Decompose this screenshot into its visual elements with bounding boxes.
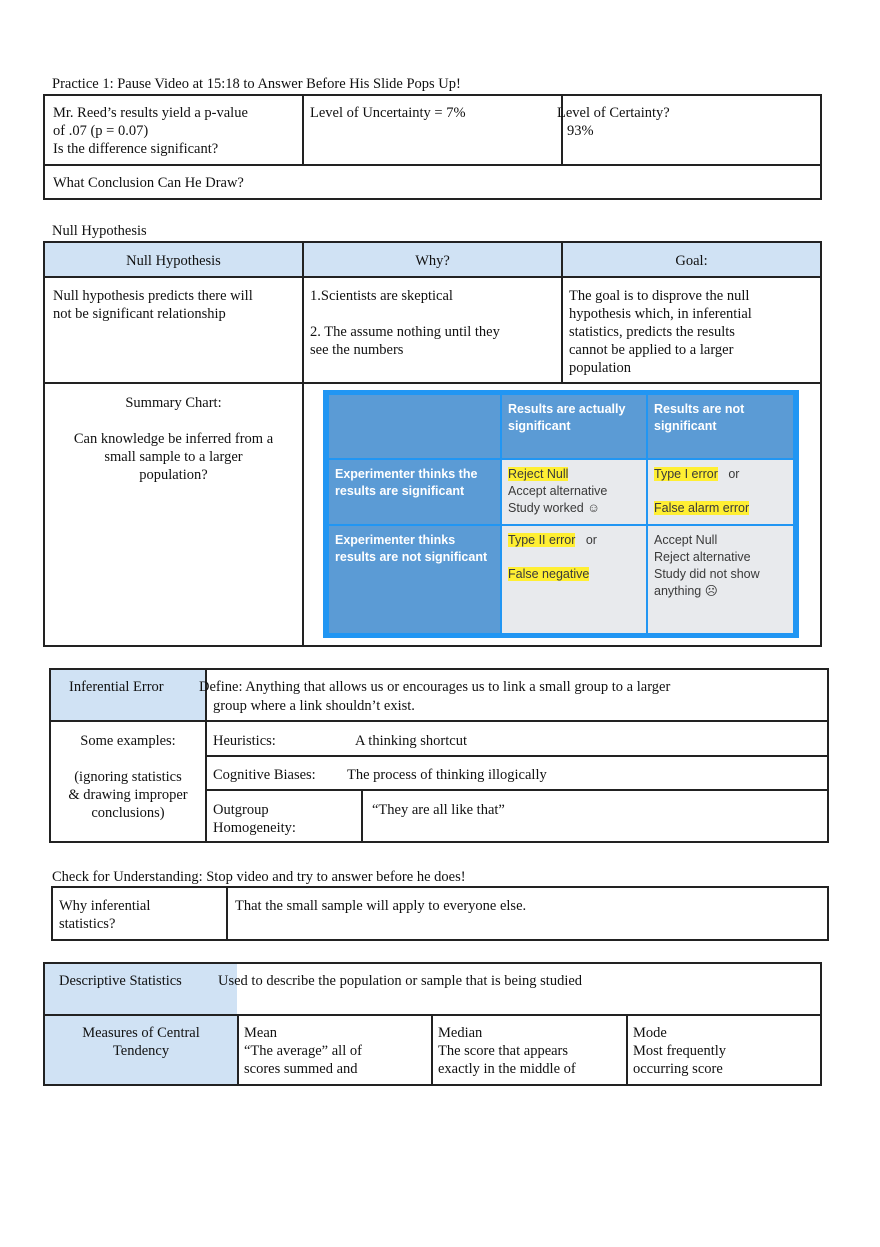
summary-chart-image	[323, 390, 799, 638]
null-def-line-1: Null hypothesis predicts there will	[53, 288, 253, 304]
certainty-answer: 93%	[567, 123, 594, 139]
chart-cell-accept-null	[648, 526, 793, 633]
examples-spacer	[51, 750, 205, 768]
check-question	[59, 897, 150, 933]
chart-type2-or: or	[585, 533, 597, 547]
chart-col-not-line-1: Results are not	[654, 402, 745, 416]
chart-cell-type2	[502, 526, 646, 633]
mean-title: Mean	[244, 1025, 278, 1041]
null-heading: Null Hypothesis	[52, 223, 147, 239]
summary-q-line-3: population?	[139, 467, 208, 483]
mode-line-1: Most frequently	[633, 1043, 727, 1059]
mode-line-2: occurring score	[633, 1061, 723, 1077]
chart-row2-line-1: Experimenter thinks	[335, 533, 456, 547]
descriptive-label: Descriptive Statistics	[59, 973, 182, 989]
goal-line-3: statistics, predicts the results	[569, 324, 735, 340]
descriptive-definition: Used to describe the population or sample that is being studied	[218, 973, 583, 989]
mode-title: Mode	[633, 1025, 667, 1041]
inferential-divider-1	[49, 720, 829, 722]
why-cell	[302, 279, 561, 367]
chart-type2-spacer	[508, 549, 640, 566]
chart-cell-type1	[648, 460, 793, 524]
check-answer: That the small sample will apply to everyone else.	[235, 898, 527, 914]
check-col-divider	[226, 886, 228, 941]
examples-label: Some examples:	[80, 733, 176, 749]
goal-col-header: Goal:	[675, 253, 708, 269]
median-line-2: exactly in the middle of	[438, 1061, 576, 1077]
chart-accept-alt: Accept alternative	[508, 484, 608, 498]
why-col-header: Why?	[415, 253, 450, 269]
outgroup-label-2: Homogeneity:	[213, 820, 296, 836]
descriptive-col-divider-3	[626, 1014, 628, 1086]
summary-chart-grid	[329, 395, 793, 633]
summary-cell	[45, 394, 302, 484]
examples-note-1: (ignoring statistics	[74, 769, 182, 785]
chart-row1-line-2: results are significant	[335, 484, 465, 498]
summary-title: Summary Chart:	[125, 395, 222, 411]
chart-type1-spacer	[654, 483, 787, 500]
chart-false-alarm: False alarm error	[654, 501, 750, 515]
chart-col-actual-line-2: significant	[508, 419, 571, 433]
reed-results-cell	[45, 96, 302, 166]
descriptive-col-divider-2	[431, 1014, 433, 1086]
chart-row-thinks-not-sig	[329, 526, 500, 633]
goal-cell	[561, 279, 820, 385]
biases-definition: The process of thinking illogically	[347, 767, 547, 783]
conclusion-cell: What Conclusion Can He Draw?	[53, 175, 244, 191]
null-definition-cell	[45, 279, 302, 331]
chart-corner-cell	[329, 395, 500, 458]
chart-reject-null: Reject Null	[508, 467, 569, 481]
chart-cell-reject-null	[502, 460, 646, 524]
chart-col-not	[648, 395, 793, 458]
central-line-1: Measures of Central	[82, 1025, 200, 1041]
examples-note-3: conclusions)	[91, 805, 165, 821]
summary-q-line-1: Can knowledge be inferred from a	[73, 431, 274, 447]
goal-line-2: hypothesis which, in inferential	[569, 306, 752, 322]
why-line-2: 2. The assume nothing until they	[310, 324, 500, 340]
central-tendency-cell	[45, 1024, 237, 1060]
median-line-1: The score that appears	[438, 1043, 569, 1059]
why-line-3: see the numbers	[310, 342, 404, 358]
chart-col-not-line-2: significant	[654, 419, 717, 433]
null-def-line-2: not be significant relationship	[53, 306, 226, 322]
chart-accept-null: Accept Null	[654, 533, 718, 547]
practice-heading: Practice 1: Pause Video at 15:18 to Answer Before His Slide Pops Up!	[52, 76, 461, 92]
heuristics-definition: A thinking shortcut	[355, 733, 467, 749]
inferential-define-line-2: group where a link shouldn’t exist.	[213, 698, 415, 714]
summary-spacer	[45, 412, 302, 430]
null-col-header: Null Hypothesis	[126, 253, 221, 269]
check-question-line-2: statistics?	[59, 916, 116, 932]
outgroup-label-1: Outgroup	[213, 802, 269, 818]
chart-row-thinks-sig	[329, 460, 500, 524]
inferential-divider-3	[205, 789, 829, 791]
descriptive-col-divider-1	[237, 1014, 239, 1086]
chart-study-not-show: Study did not show	[654, 567, 760, 581]
summary-q-line-2: small sample to a larger	[104, 449, 243, 465]
why-line-1: 1.Scientists are skeptical	[310, 288, 453, 304]
chart-col-actual	[502, 395, 646, 458]
outgroup-col-divider	[361, 789, 363, 843]
chart-type1-or: or	[728, 467, 740, 481]
outgroup-definition: “They are all like that”	[372, 802, 505, 818]
median-title: Median	[438, 1025, 483, 1041]
goal-line-5: population	[569, 360, 632, 376]
examples-note-2: & drawing improper	[68, 787, 188, 803]
why-spacer	[310, 305, 553, 323]
chart-row1-line-1: Experimenter thinks the	[335, 467, 478, 481]
central-line-2: Tendency	[112, 1043, 170, 1059]
mean-cell	[244, 1024, 429, 1078]
inferential-label: Inferential Error	[69, 679, 164, 695]
chart-col-actual-line-1: Results are actually	[508, 402, 626, 416]
examples-cell	[51, 732, 205, 822]
goal-line-4: cannot be applied to a larger	[569, 342, 734, 358]
reed-line-3: Is the difference significant?	[53, 141, 219, 157]
null-header-divider	[43, 276, 822, 278]
chart-anything: anything ☹	[654, 584, 718, 598]
mean-line-1: “The average” all of	[244, 1043, 362, 1059]
mean-line-2: scores summed and	[244, 1061, 358, 1077]
certainty-question: Level of Certainty?	[557, 105, 670, 121]
uncertainty-cell: Level of Uncertainty = 7%	[310, 105, 466, 121]
chart-row2-line-2: results are not significant	[335, 550, 488, 564]
goal-line-1: The goal is to disprove the null	[569, 288, 750, 304]
inferential-define-line-1: Define: Anything that allows us or encourages us to link a small group to a larger	[199, 679, 671, 695]
check-heading: Check for Understanding: Stop video and try to answer before he does!	[52, 869, 466, 885]
biases-label: Cognitive Biases:	[213, 767, 316, 783]
median-cell	[438, 1024, 623, 1078]
chart-type1-error: Type I error	[654, 467, 718, 481]
check-question-line-1: Why inferential	[59, 898, 151, 914]
chart-type2-error: Type II error	[508, 533, 576, 547]
chart-false-negative: False negative	[508, 567, 590, 581]
outgroup-cell	[213, 801, 296, 837]
inferential-divider-2	[205, 755, 829, 757]
reed-line-2: of .07 (p = 0.07)	[53, 123, 149, 139]
chart-study-worked: Study worked ☺	[508, 501, 600, 515]
chart-reject-alt: Reject alternative	[654, 550, 751, 564]
heuristics-label: Heuristics:	[213, 733, 276, 749]
mode-cell	[633, 1024, 818, 1078]
reed-line-1: Mr. Reed’s results yield a p-value	[53, 105, 248, 121]
